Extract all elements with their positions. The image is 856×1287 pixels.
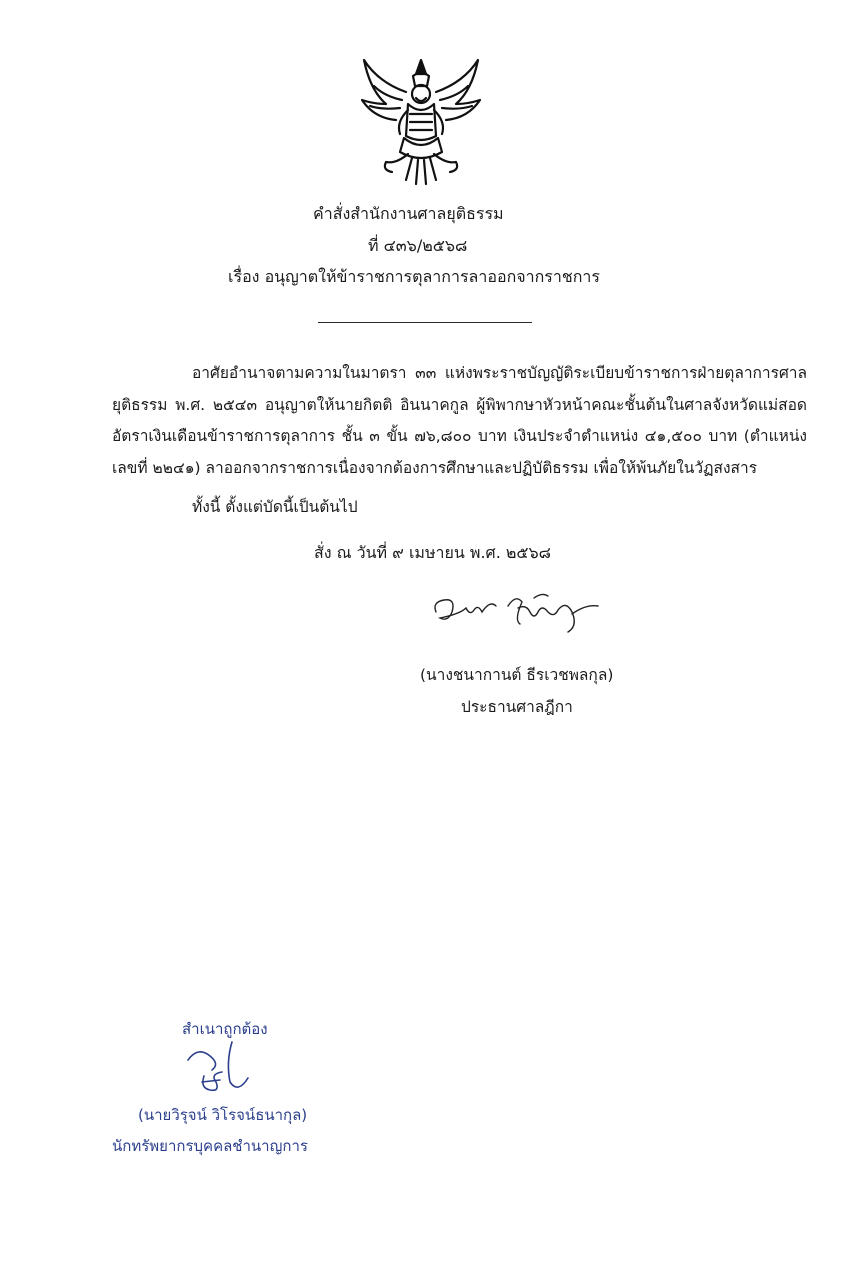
- order-body-paragraph: อาศัยอำนาจตามความในมาตรา ๓๓ แห่งพระราชบัญญัติระเบียบข้าราชการฝ่ายตุลาการศาลยุติธรรม พ.ศ. ๒๕๔๓ อนุญาตให้นายกิตติ อินนาคกูล ผู้พิพากษาหัวหน้าคณะชั้นต้นในศาลจังหวัดแม่สอด อัตราเงินเดือนข้าราชการตุลาการ ชั้น ๓ ขั้น ๗๖,๘๐๐ บาท เงินประจำตำแหน่ง ๔๑,๕๐๐ บาท (ตำแหน่งเลขที่ ๒๒๔๑) ลาออกจากราชการเนื่องจากต้องการศึกษาและปฏิบัติธรรม เพื่อให้พ้นภัยในวัฏสงสาร: [112, 364, 807, 477]
- certified-copy-label: สำเนาถูกต้อง: [182, 1020, 268, 1038]
- order-date: สั่ง ณ วันที่ ๙ เมษายน พ.ศ. ๒๕๖๘: [314, 543, 552, 562]
- order-number: ที่ ๔๓๖/๒๕๖๘: [368, 236, 468, 255]
- signer-position: ประธานศาลฎีกา: [461, 698, 573, 716]
- certifier-position: นักทรัพยากรบุคคลชำนาญการ: [112, 1137, 308, 1155]
- handwritten-signature: [430, 590, 610, 640]
- order-title: คำสั่งสำนักงานศาลยุติธรรม: [313, 204, 504, 223]
- header-divider: [318, 322, 532, 323]
- effective-date-paragraph: ทั้งนี้ ตั้งแต่บัดนี้เป็นต้นไป: [192, 498, 358, 516]
- signer-name: (นางชนากานต์ ธีรเวชพลกุล): [420, 666, 614, 684]
- certifier-name: (นายวิรุจน์ วิโรจน์ธนากุล): [138, 1106, 308, 1124]
- order-subject: เรื่อง อนุญาตให้ข้าราชการตุลาการลาออกจากราชการ: [228, 267, 600, 286]
- handwritten-initials: [180, 1038, 260, 1102]
- garuda-emblem-icon: [356, 52, 486, 187]
